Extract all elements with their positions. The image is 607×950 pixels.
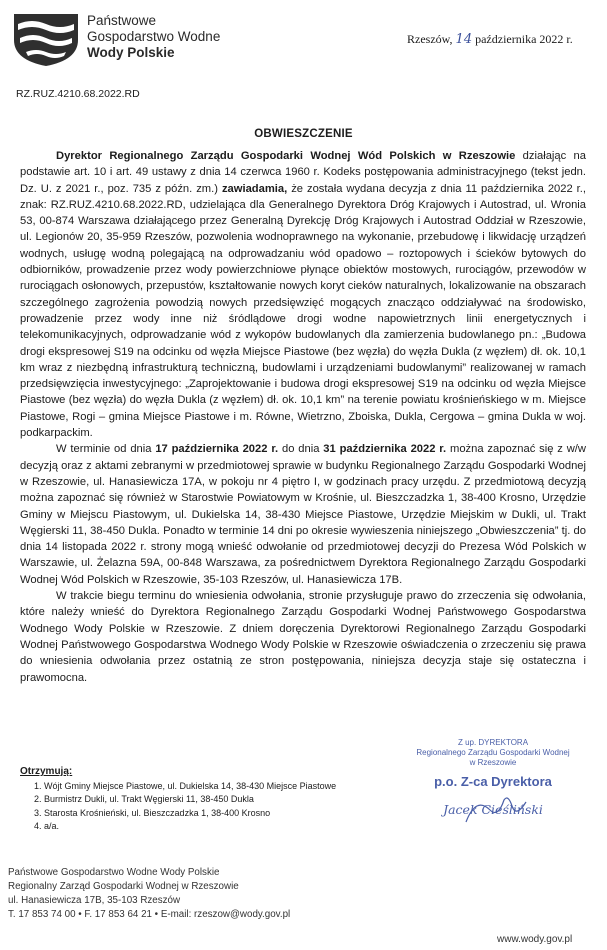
document-title: OBWIESZCZENIE [254, 128, 353, 140]
paragraph-2 [20, 441, 586, 588]
recipients-heading: Otrzymują: [20, 766, 73, 777]
list-item: 2. Burmistrz Dukli, ul. Trakt Węgierski 11, 38-450 Dukla [44, 793, 336, 807]
date-suffix: października 2022 r. [472, 32, 573, 46]
case-reference: RZ.RUZ.4210.68.2022.RD [16, 88, 140, 100]
footer-line-4: T. 17 853 74 00 • F. 17 853 64 21 • E-mail: rzeszow@wody.gov.pl [8, 909, 291, 920]
recipients-items [20, 780, 336, 834]
list-item: 4. a/a. [44, 820, 336, 834]
footer-line-2: Regionalny Zarząd Gospodarki Wodnej w Rzeszowie [8, 881, 239, 892]
paragraph-2-text-a: W terminie od dnia [56, 443, 156, 456]
paragraph-1-text-a: działając na podstawie art. 10 i art. 49 ustawy z dnia 14 czerwca 1960 r. Kodeks postępowania administracyjnego (tekst jedn. Dz. U. z 2021 r., poz. 735 z późn. zm.) [20, 150, 586, 195]
org-line-1: Państwowe [87, 13, 157, 28]
stamp-line-2: Regionalnego Zarządu Gospodarki Wodnej [416, 748, 570, 757]
footer-website: www.wody.gov.pl [497, 934, 573, 945]
notifies-keyword: zawiadamia, [221, 182, 288, 195]
footer-line-3: ul. Hanasiewicza 17B, 35-103 Rzeszów [8, 895, 181, 906]
org-line-3: Wody Polskie [87, 45, 175, 60]
document-date [407, 32, 573, 47]
date-day-handwritten: 14 [455, 32, 473, 47]
stamp-line-1: Z up. DYREKTORA [457, 738, 529, 747]
recipients-list [20, 765, 336, 834]
end-date: 31 października 2022 r. [323, 443, 447, 456]
signatory-name: Jacek Cieśliński [443, 802, 543, 817]
signatory-title: p.o. Z-ca Dyrektora [434, 774, 552, 789]
org-line-2: Gospodarstwo Wodne [87, 29, 221, 44]
organization-name [87, 13, 220, 61]
paragraph-2-text-c: można zapoznać się z w/w decyzją oraz z aktami zebranymi w przedmiotowej sprawie w budynku Regionalnego Zarządu Gospodarki Wodnej w Rzeszowie, ul. Hanasiewicza 17A, w pokoju nr 4 piętro I, w godzinach pracy urzędu. Z przedmiotową decyzją można zapoznać się również w Starostwie Powiatowym w Krośnie, ul. Bieszczadzka 1, 38-400 Krosno, Urzędzie Gminy w Miejscu Piastowym, ul. Dukielska 14, 38-430 Miejsce Piastowe, Urzędzie Miejskim w Dukli, ul. Trakt Węgierski 11, 38-450 Dukla. Ponadto w terminie 14 dni po okresie wywieszenia niniejszego „Obwieszczenia” tj. do dnia 14 listopada 2022 r. strony mogą wnieść odwołanie od przedmiotowej decyzji do Prezesa Wód Polskich w Warszawie, ul. Żelazna 59A, 00-848 Warszawa, za pośrednictwem Dyrektora Regionalnego Zarządu Gospodarki Wodnej Wód Polskich w Rzeszowie, 35-103 Rzeszów, ul. Hanasiewicza 17B. [20, 443, 586, 586]
wody-polskie-logo [12, 10, 80, 68]
paragraph-2-text-b: do dnia [278, 443, 324, 456]
stamp-line-3: w Rzeszowie [469, 758, 517, 767]
paragraph-1-text-b: że została wydana decyzja z dnia 11 października 2022 r., znak: RZ.RUZ.4210.68.2022.RD, udzielająca dla Generalnego Dyrektora Dróg Krajowych i Autostrad, ul. Wronia 53, 00-874 Warszawa działającego przez Generalną Dyrekcję Dróg Krajowych i Autostrad Oddział w Rzeszowie, ul. Legionów 20, 35-959 Rzeszów, pozwolenia wodnoprawnego na wykonanie, przebudowę i likwidację urządzeń wodnych, usługę wodną polegającą na odprowadzaniu wód opadowo – roztopowych i ścieków bytowych do odbiorników, prowadzenie przez wody powierzchniowe płynące obiektów mostowych, rurociągów, przewodów w rurociągach osłonowych, przepustów, kształtowanie nowych koryt cieków naturalnych, lokalizowanie na obszarach szczególnego zagrożenia powodzią nowych przedsięwzięć mogących znacząco oddziaływać na środowisko, prowadzenie przez wody inne niż śródlądowe drogi wodne napowietrznych linii energetycznych i telekomunikacyjnych, odprowadzanie wód z wykopów budowlanych dla zamierzenia budowlanego pn.: „Budowa drogi ekspresowej S19 na odcinku od węzła Miejsce Piastowe (bez węzła) do węzła Dukla (z węzłem) dł. ok. 10,1 km wraz z niezbędną infrastrukturą techniczną, budowlami i urządzeniami budowlanymi” realizowanej w ramach przedsięwzięcia inwestycyjnego: „Zaprojektowanie i budowa drogi ekspresowej S19 na odcinku od węzła Miejsce Piastowe (bez węzła) do węzła Dukla (z węzłem) dł. ok. 10,1 km” na terenie powiatu krośnieńskiego w m. Miejsce Piastowe, Rogi – gmina Miejsce Piastowe i m. Równe, Wietrzno, Zboiska, Dukla, Cergowa – gmina Dukla w woj. podkarpackim. [20, 182, 586, 440]
handwritten-signature [446, 792, 556, 832]
paragraph-1 [20, 148, 586, 441]
date-prefix: Rzeszów, [407, 32, 456, 46]
list-item: 3. Starosta Krośnieński, ul. Bieszczadzka 1, 38-400 Krosno [44, 807, 336, 821]
footer-line-1: Państwowe Gospodarstwo Wodne Wody Polskie [8, 867, 220, 878]
issuer-name: Dyrektor Regionalnego Zarządu Gospodarki Wodnej Wód Polskich w Rzeszowie [56, 150, 516, 162]
footer-address [8, 866, 290, 922]
document-body [20, 148, 586, 686]
list-item: 1. Wójt Gminy Miejsce Piastowe, ul. Dukielska 14, 38-430 Miejsce Piastowe [44, 780, 336, 794]
start-date: 17 października 2022 r. [155, 443, 279, 456]
paragraph-3: W trakcie biegu terminu do wniesienia odwołania, stronie przysługuje prawo do zrzeczenia się odwołania, które należy wnieść do Dyrektora Regionalnego Zarządu Gospodarki Wodnej Państwowego Gospodarstwa Wodnego Wody Polskie w Rzeszowie. Z dniem doręczenia Dyrektorowi Regionalnego Zarządu Gospodarki Wodnej Państwowego Gospodarstwa Wodnego Wody Polskie w Rzeszowie oświadczenia o zrzeczeniu się prawa do wniesienia odwołania przez ostatnią ze stron postępowania, niniejsza decyzja staje się ostateczna i prawomocna. [20, 590, 586, 684]
